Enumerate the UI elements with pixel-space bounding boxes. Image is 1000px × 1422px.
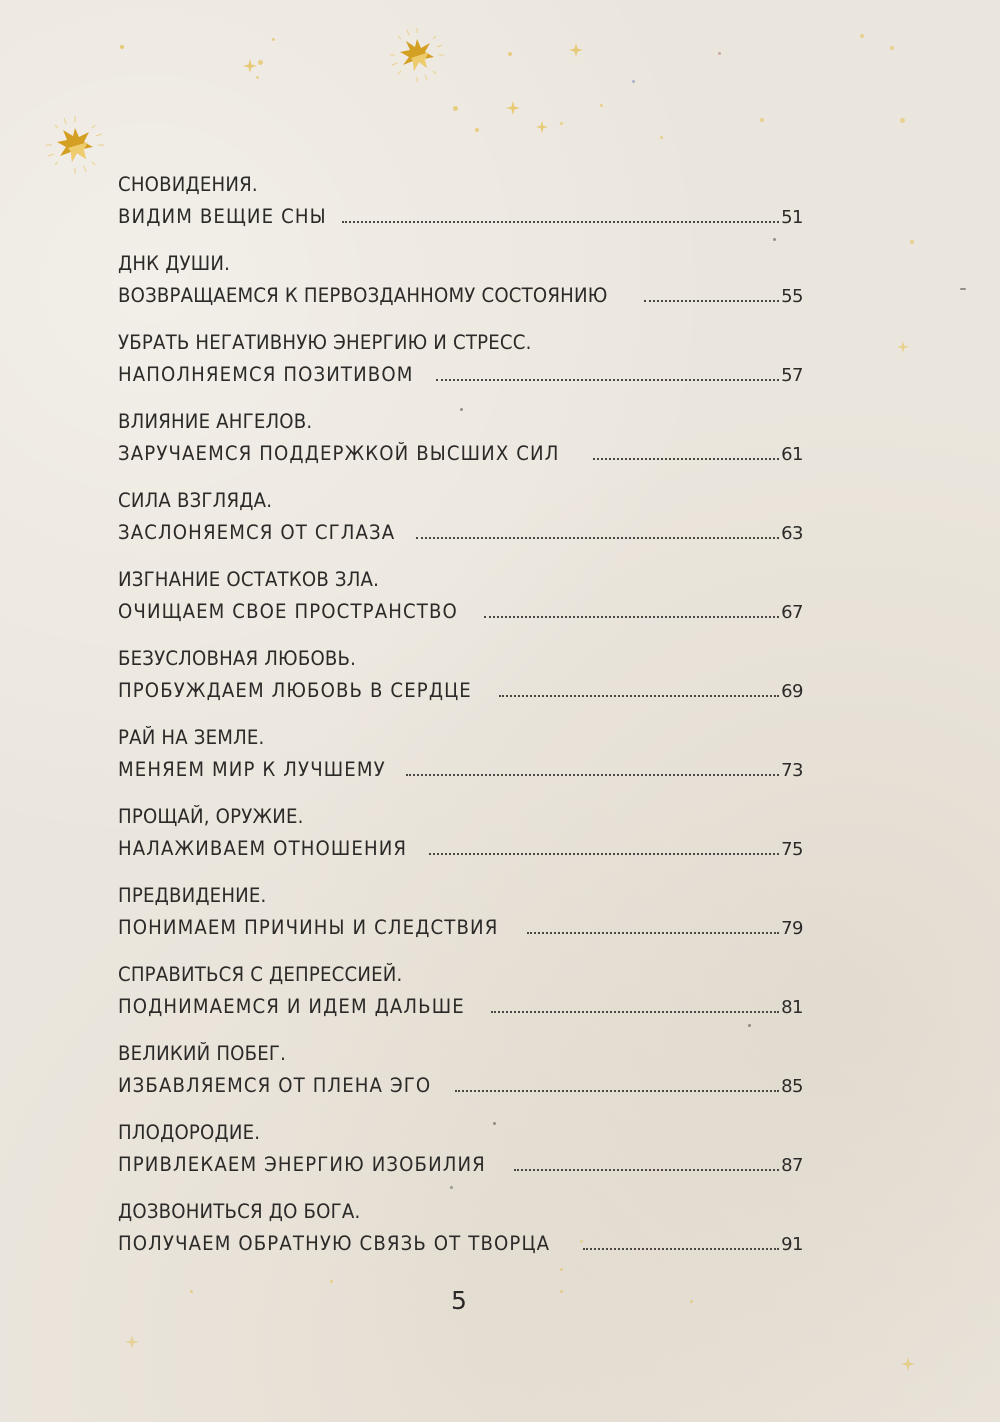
toc-entry-title: РАЙ НА ЗЕМЛЕ. bbox=[118, 726, 265, 749]
speckle bbox=[508, 52, 512, 56]
toc-entry-subtitle: ВОЗВРАЩАЕМСЯ К ПЕРВОЗДАННОМУ СОСТОЯНИЮ bbox=[118, 284, 608, 307]
toc-entry-title: ВЕЛИКИЙ ПОБЕГ. bbox=[118, 1042, 287, 1065]
dot-leader bbox=[416, 536, 779, 539]
toc-entry-subtitle: ИЗБАВЛЯЕМСЯ ОТ ПЛЕНА ЭГО bbox=[118, 1074, 432, 1097]
dot-leader bbox=[644, 299, 779, 302]
dot-leader bbox=[484, 615, 780, 618]
dot-leader bbox=[499, 694, 780, 697]
dot-leader bbox=[593, 457, 779, 460]
small-star-icon bbox=[896, 340, 910, 354]
toc-entry[interactable] bbox=[118, 1118, 803, 1197]
speckle bbox=[272, 38, 275, 41]
small-star-icon bbox=[242, 58, 258, 74]
toc-entry-title: СНОВИДЕНИЯ. bbox=[118, 173, 258, 196]
toc-entry-title: СПРАВИТЬСЯ С ДЕПРЕССИЕЙ. bbox=[118, 963, 403, 986]
dot-leader bbox=[491, 1010, 779, 1013]
small-star-icon bbox=[568, 42, 584, 58]
toc-page-number: 87 bbox=[781, 1155, 803, 1176]
toc-entry-title: БЕЗУСЛОВНАЯ ЛЮБОВЬ. bbox=[118, 647, 357, 670]
speckle bbox=[330, 1280, 333, 1283]
speckle bbox=[258, 60, 263, 65]
toc-entry[interactable] bbox=[118, 565, 803, 644]
toc-entry-subtitle: ПРИВЛЕКАЕМ ЭНЕРГИЮ ИЗОБИЛИЯ bbox=[118, 1153, 486, 1176]
dot-leader bbox=[429, 852, 779, 855]
dot-leader bbox=[342, 220, 779, 223]
toc-entry-subtitle: НАПОЛНЯЕМСЯ ПОЗИТИВОМ bbox=[118, 363, 414, 386]
toc-entry[interactable] bbox=[118, 328, 803, 407]
speckle bbox=[600, 104, 603, 107]
speckle bbox=[960, 288, 966, 290]
gold-starburst-icon bbox=[44, 114, 106, 176]
speckle bbox=[256, 76, 259, 79]
table-of-contents bbox=[118, 170, 803, 1276]
dot-leader bbox=[527, 931, 779, 934]
toc-entry-subtitle: ВИДИМ ВЕЩИЕ СНЫ bbox=[118, 205, 327, 228]
dot-leader bbox=[583, 1247, 779, 1250]
toc-page-number: 51 bbox=[781, 207, 803, 228]
toc-page-number: 63 bbox=[781, 523, 803, 544]
speckle bbox=[632, 80, 635, 83]
toc-page-number: 67 bbox=[781, 602, 803, 623]
toc-entry-subtitle: ОЧИЩАЕМ СВОЕ ПРОСТРАНСТВО bbox=[118, 600, 458, 623]
toc-page-number: 61 bbox=[781, 444, 803, 465]
small-star-icon bbox=[900, 1356, 916, 1372]
toc-page-number: 91 bbox=[781, 1234, 803, 1255]
speckle bbox=[860, 34, 864, 38]
toc-entry[interactable] bbox=[118, 802, 803, 881]
toc-page-number: 79 bbox=[781, 918, 803, 939]
toc-entry-subtitle: ЗАСЛОНЯЕМСЯ ОТ СГЛАЗА bbox=[118, 521, 396, 544]
toc-entry[interactable] bbox=[118, 644, 803, 723]
toc-entry[interactable] bbox=[118, 723, 803, 802]
toc-entry-title: ДОЗВОНИТЬСЯ ДО БОГА. bbox=[118, 1200, 361, 1223]
toc-page-number: 73 bbox=[781, 760, 803, 781]
toc-page-number: 55 bbox=[781, 286, 803, 307]
toc-entry-title: ПРЕДВИДЕНИЕ. bbox=[118, 884, 267, 907]
toc-entry[interactable] bbox=[118, 249, 803, 328]
toc-entry-title: ИЗГНАНИЕ ОСТАТКОВ ЗЛА. bbox=[118, 568, 380, 591]
speckle bbox=[120, 45, 124, 49]
toc-page-number: 69 bbox=[781, 681, 803, 702]
speckle bbox=[453, 106, 458, 111]
dot-leader bbox=[436, 378, 779, 381]
toc-entry-subtitle: ЗАРУЧАЕМСЯ ПОДДЕРЖКОЙ ВЫСШИХ СИЛ bbox=[118, 442, 560, 465]
toc-entry[interactable] bbox=[118, 960, 803, 1039]
toc-entry-subtitle: ПОЛУЧАЕМ ОБРАТНУЮ СВЯЗЬ ОТ ТВОРЦА bbox=[118, 1232, 551, 1255]
gold-starburst-icon bbox=[388, 26, 446, 84]
small-star-icon bbox=[505, 100, 521, 116]
speckle bbox=[718, 52, 721, 55]
toc-entry-title: ДНК ДУШИ. bbox=[118, 252, 231, 275]
toc-page-number: 57 bbox=[781, 365, 803, 386]
toc-entry[interactable] bbox=[118, 1197, 803, 1276]
toc-entry[interactable] bbox=[118, 881, 803, 960]
speckle bbox=[475, 128, 479, 132]
speckle bbox=[900, 118, 905, 123]
dot-leader bbox=[406, 773, 779, 776]
toc-page-number: 85 bbox=[781, 1076, 803, 1097]
toc-page-number: 75 bbox=[781, 839, 803, 860]
toc-entry-subtitle: НАЛАЖИВАЕМ ОТНОШЕНИЯ bbox=[118, 837, 408, 860]
small-star-icon bbox=[535, 120, 549, 134]
toc-entry-subtitle: ПОНИМАЕМ ПРИЧИНЫ И СЛЕДСТВИЯ bbox=[118, 916, 499, 939]
toc-entry[interactable] bbox=[118, 1039, 803, 1118]
small-star-icon bbox=[124, 1334, 140, 1350]
toc-page-number: 81 bbox=[781, 997, 803, 1018]
toc-entry-title: ПРОЩАЙ, ОРУЖИЕ. bbox=[118, 805, 304, 828]
toc-entry[interactable] bbox=[118, 486, 803, 565]
page-number: 5 bbox=[451, 1286, 467, 1315]
speckle bbox=[560, 122, 563, 125]
speckle bbox=[660, 136, 663, 139]
toc-entry-title: СИЛА ВЗГЛЯДА. bbox=[118, 489, 273, 512]
toc-entry[interactable] bbox=[118, 170, 803, 249]
speckle bbox=[890, 46, 894, 50]
speckle bbox=[760, 118, 764, 122]
toc-entry-subtitle: ПРОБУЖДАЕМ ЛЮБОВЬ В СЕРДЦЕ bbox=[118, 679, 472, 702]
dot-leader bbox=[514, 1168, 780, 1171]
speckle bbox=[910, 240, 914, 244]
toc-entry-title: ВЛИЯНИЕ АНГЕЛОВ. bbox=[118, 410, 313, 433]
toc-entry-title: УБРАТЬ НЕГАТИВНУЮ ЭНЕРГИЮ И СТРЕСС. bbox=[118, 331, 532, 354]
toc-entry-subtitle: МЕНЯЕМ МИР К ЛУЧШЕМУ bbox=[118, 758, 386, 781]
toc-entry-subtitle: ПОДНИМАЕМСЯ И ИДЕМ ДАЛЬШЕ bbox=[118, 995, 465, 1018]
toc-entry-title: ПЛОДОРОДИЕ. bbox=[118, 1121, 261, 1144]
toc-entry[interactable] bbox=[118, 407, 803, 486]
dot-leader bbox=[455, 1089, 779, 1092]
